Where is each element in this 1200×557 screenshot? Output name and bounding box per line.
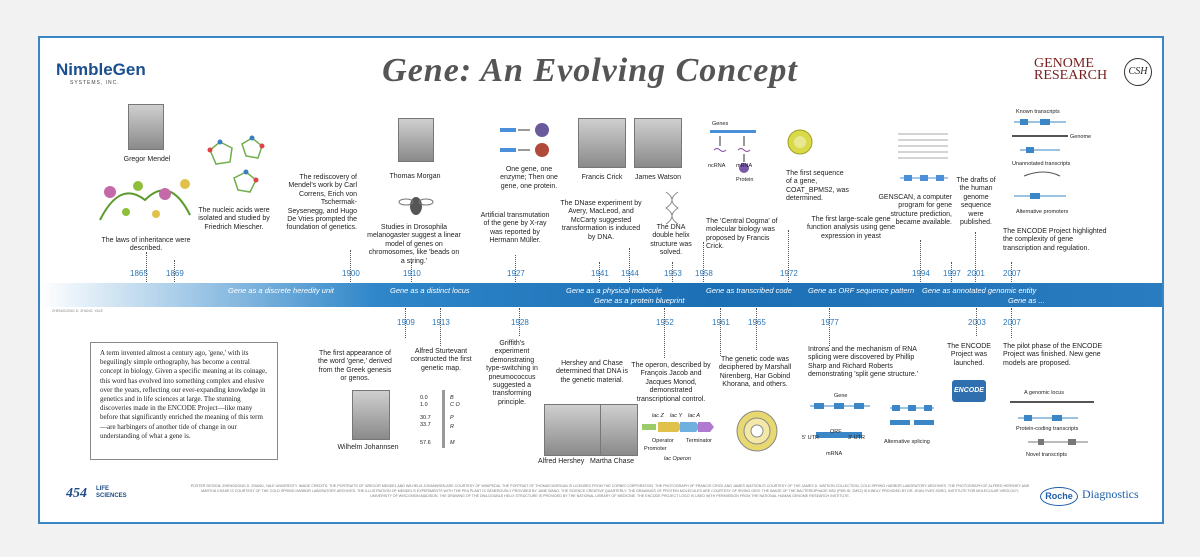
utr5-label: 5' UTR: [802, 435, 819, 441]
hershey-name: Alfred Hershey: [538, 458, 585, 465]
logo-454: 454: [66, 486, 87, 501]
event-1927: Artificial transmutation of the gene by X-ray was reported by Hermann Müller.: [480, 212, 550, 245]
connector: [672, 262, 673, 282]
dna-helix-drawing: [662, 190, 682, 224]
connector: [703, 242, 704, 282]
era-label: Gene as transcribed code: [706, 286, 792, 295]
event-2007b: The pilot phase of the ENCODE Project was finished. New gene models are proposed.: [1003, 343, 1103, 367]
new-gene-model-diagram: [1008, 398, 1098, 450]
lac-operon-label: lac Operon: [664, 456, 691, 462]
genes-label: Genes: [712, 121, 729, 127]
sequence-block: [898, 130, 950, 186]
map-letter: P: [450, 415, 454, 421]
connector: [829, 308, 830, 346]
connector: [519, 308, 520, 336]
event-1997: The first large-scale gene function analysis using gene expression in yeast: [807, 216, 895, 240]
nucleic-acid-molecule: [200, 134, 280, 200]
crick-name: Francis Crick: [581, 174, 623, 181]
year-label: 1994: [912, 269, 930, 278]
event-1994: GENSCAN, a computer program for gene structure prediction, became available.: [878, 194, 952, 227]
event-1977: Introns and the mechanism of RNA splicing were discovered by Phillip Sharp and Richard Roberts demonstrating 'split gene structure.': [808, 346, 919, 379]
operator-label: Operator: [652, 438, 674, 444]
year-label: 1913: [432, 318, 450, 327]
event-1910: Studies in Drosophila melanogaster suggest a linear model of genes on chromosomes, like 'beads on a string.': [367, 224, 461, 265]
life-word: LIFE: [96, 486, 109, 492]
year-label: 1972: [780, 269, 798, 278]
intro-text-box: A term invented almost a century ago, 'gene,' with its beguilingly simple orthography, has become a central concept in biology. Given a specific meaning at its coinage, this word has evolved into something complex and elusive over the years, reflecting our ever-expanding knowledge in genetics and in life sciences at large. The stunning discoveries made in the ENCODE Project—like many before that significantly enriched the meaning of this term—are harbingers of another tide of change in our understanding of what a gene is.: [90, 342, 278, 460]
era-label: Gene as ...: [1008, 296, 1045, 305]
crick-photo: [578, 118, 626, 168]
event-1958: The 'Central Dogma' of molecular biology was proposed by Francis Crick.: [706, 218, 778, 251]
mrna-label: mRNA: [736, 163, 753, 169]
connector: [976, 308, 977, 336]
event-2003: The ENCODE Project was launched.: [947, 343, 991, 367]
event-2007: The ENCODE Project highlighted the complexity of gene transcription and regulation.: [1003, 228, 1107, 252]
genome-label: Genome: [1070, 134, 1092, 140]
csh-logo: CSH: [1124, 58, 1152, 86]
event-1869: The nucleic acids were isolated and studied by Friedrich Miescher.: [198, 207, 270, 231]
genomic-locus-label: A genomic locus: [1024, 390, 1065, 396]
event-1944: The DNase experiment by Avery, MacLeod, and McCarty suggested transformation is induced by DNA.: [560, 200, 642, 241]
connector: [350, 250, 351, 282]
gene-label: Gene: [834, 393, 848, 399]
band-credit: ZHENGDONG D. ZHANG, YALE: [52, 309, 104, 313]
year-label: 1927: [507, 269, 525, 278]
event-1961: The operon, described by François Jacob and Jacques Monod, demonstrated transcriptional control.: [631, 362, 711, 403]
hershey-photo: [544, 404, 602, 456]
event-1952: Hershey and Chase determined that DNA is the genetic material.: [556, 360, 628, 384]
event-1953: The DNA double helix structure was solved.: [650, 224, 692, 257]
year-label: 1944: [621, 269, 639, 278]
year-label: 1952: [656, 318, 674, 327]
event-1965: The genetic code was deciphered by Marshall Nirenberg, Har Gobind Khorana, and others.: [718, 356, 792, 389]
era-label: Gene as a distinct locus: [390, 286, 470, 295]
connector: [629, 248, 630, 282]
chromosome-map: [440, 390, 448, 450]
connector: [515, 255, 516, 282]
lac-operon-diagram: [642, 418, 714, 438]
year-label: 2007: [1003, 318, 1021, 327]
era-label: Gene as ORF sequence pattern: [808, 286, 915, 295]
era-label: Gene as a discrete heredity unit: [228, 286, 334, 295]
mendel-name: Gregor Mendel: [123, 156, 171, 163]
known-transcripts-label: Known transcripts: [1016, 109, 1060, 115]
pea-plant-illustration: [90, 170, 200, 228]
novel-label: Novel transcripts: [1026, 452, 1067, 458]
watson-photo: [634, 118, 682, 168]
connector: [599, 262, 600, 282]
era-label: Gene as a protein blueprint: [594, 296, 685, 305]
era-label: Gene as annotated genomic entity: [922, 286, 1037, 295]
morgan-portrait: [398, 118, 434, 162]
chase-photo: [600, 404, 638, 456]
lacz-label: lac Z: [652, 413, 664, 419]
connector: [1011, 308, 1012, 338]
connector: [975, 232, 976, 282]
map-letter: R: [450, 424, 454, 430]
sciences-word: SCIENCES: [96, 493, 127, 499]
nimblegen-subtitle: SYSTEMS, INC.: [70, 80, 120, 86]
event-1972: The first sequence of a gene, COAT_BPMS2, was determined.: [786, 170, 849, 203]
fruit-fly-drawing: [398, 192, 434, 218]
unannotated-label: Unannotated transcripts: [1012, 161, 1071, 167]
genome-research-logo: [1034, 58, 1107, 82]
logo-454-text: [96, 486, 127, 500]
ncrna-label: ncRNA: [708, 163, 726, 169]
protein-coding-label: Protein-coding transcripts: [1016, 426, 1079, 432]
event-1928: Griffith's experiment demonstrating type-switching in pneumococcus suggested a transforming principle.: [486, 340, 538, 406]
connector: [146, 252, 147, 282]
alt-splicing-label: Alternative splicing: [884, 439, 930, 445]
event-1909: The first appearance of the word 'gene,' derived from the Greek genesis or genos.: [318, 350, 392, 383]
roche-logo: Roche: [1040, 487, 1078, 506]
promoter-label: Promoter: [644, 446, 667, 452]
year-label: 1953: [664, 269, 682, 278]
era-label: Gene as a physical molecule: [566, 286, 662, 295]
diagnostics-word: Diagnostics: [1082, 487, 1139, 501]
connector: [720, 308, 721, 356]
connector: [405, 308, 406, 338]
lacy-label: lac Y: [670, 413, 683, 419]
map-value: 33.7: [420, 422, 431, 428]
year-label: 1869: [166, 269, 184, 278]
chase-name: Martha Chase: [590, 458, 634, 465]
map-value: 30.7: [420, 415, 431, 421]
year-label: 1997: [943, 269, 961, 278]
year-label: 1965: [748, 318, 766, 327]
connector: [440, 308, 441, 346]
year-label: 2001: [967, 269, 985, 278]
terminator-label: Terminator: [686, 438, 712, 444]
connector: [1011, 262, 1012, 282]
year-label: 1958: [695, 269, 713, 278]
connector: [788, 230, 789, 282]
orf-label: ORF: [830, 429, 842, 435]
mrna2-label: mRNA: [826, 451, 843, 457]
year-label: 1977: [821, 318, 839, 327]
map-letter: M: [450, 440, 455, 446]
poster-title: Gene: An Evolving Concept: [382, 52, 798, 89]
year-label: 1961: [712, 318, 730, 327]
nimblegen-logo: NimbleGen: [56, 60, 146, 79]
year-label: 2007: [1003, 269, 1021, 278]
laca-label: lac A: [688, 413, 701, 419]
mendel-portrait: [128, 104, 164, 150]
year-label: 2003: [968, 318, 986, 327]
ms2-virus-drawing: [786, 128, 814, 156]
genome-word: GENOME: [1034, 56, 1094, 71]
connector: [951, 262, 952, 282]
event-1900: The rediscovery of Mendel's work by Carl Correns, Erich von Tschermak-Seysenegg, and Hugo De Vries prompted the foundation of genetics.: [286, 174, 357, 232]
protein-label: Protein: [736, 177, 754, 183]
morgan-name: Thomas Morgan: [389, 173, 441, 180]
map-value: 57.6: [420, 440, 431, 446]
connector: [174, 260, 175, 282]
year-label: 1865: [130, 269, 148, 278]
map-letter: C O: [450, 402, 460, 408]
codon-wheel: [736, 410, 778, 452]
johannsen-name: Wilhelm Johannsen: [337, 444, 399, 451]
event-2001: The drafts of the human genome sequence were published.: [956, 177, 996, 227]
encode-logo: ENCODE: [952, 380, 986, 402]
event-1913: Alfred Sturtevant constructed the first genetic map.: [410, 348, 472, 372]
map-value: 0.0: [420, 395, 428, 401]
johannsen-portrait: [352, 390, 390, 440]
connector: [920, 240, 921, 282]
alt-promoters-label: Alternative promoters: [1016, 209, 1069, 215]
year-label: 1910: [403, 269, 421, 278]
year-label: 1909: [397, 318, 415, 327]
year-label: 1941: [591, 269, 609, 278]
map-value: 1.0: [420, 402, 428, 408]
year-label: 1928: [511, 318, 529, 327]
event-1941: One gene, one enzyme; Then one gene, one protein.: [500, 166, 558, 190]
map-letter: B: [450, 395, 454, 401]
connector: [664, 308, 665, 358]
year-label: 1900: [342, 269, 360, 278]
utr3-label: 3' UTR: [848, 435, 865, 441]
research-word: RESEARCH: [1034, 68, 1108, 83]
image-credits: POSTER DESIGN: ZHENGDONG D. ZHANG, YALE UNIVERSITY. IMAGE CREDITS: THE PORTRAITS OF GREGOR MENDEL AND WILHELM JOHANNSEN ARE COURTESY OF WIKIPEDIA. THE PORTRAIT OF THOMAS MORGAN IS LICENSED FROM THE CORBIS CORPORATION. THE PHOTOGRAPH OF FRANCIS CRICK AND JAMES WATSON IS COURTESY OF THE JAMES D. WATSON COLLECTION, COLD SPRING HARBOR LABORATORY ARCHIVES. THE PHOTOGRAPH OF ALFRED HERSHEY AND MARTHA CHASE IS COURTESY OF THE COLD SPRING HARBOR LABORATORY ARCHIVES. THE ILLUSTRATION OF MENDEL'S EXPERIMENTS WITH THE PEA PLANT IS GENEROUSLY PROVIDED BY JANE WANG. THE SCIENCE CREATIVE QUARTERLY. THE DRAWINGS OF PROTEIN MOLECULES ARE COURTESY OF IRVING GEIS. THE IMAGE OF THE BACTERIOPHAGE MS2 (PDB ID: 2MS2) IS KINDLY PROVIDED BY DR. JEAN-YVES SGRO, INSTITUTE FOR MOLECULAR VIROLOGY, UNIVERSITY OF WISCONSIN-MADISON. THE DRAWING OF THE DNA DOUBLE HELIX STRUCTURE IS PROVIDED BY THE NATIONAL LIBRARY OF MEDICINE. THE ENCODE PROJECT LOGO IS USED WITH PERMISSION FROM THE NATIONAL HUMAN GENOME RESEARCH INSTITUTE.: [190, 484, 1030, 498]
gene-enzyme-diagram: [498, 122, 562, 158]
watson-name: James Watson: [634, 174, 682, 181]
event-1865: The laws of inheritance were described.: [101, 237, 191, 253]
connector: [756, 308, 757, 350]
